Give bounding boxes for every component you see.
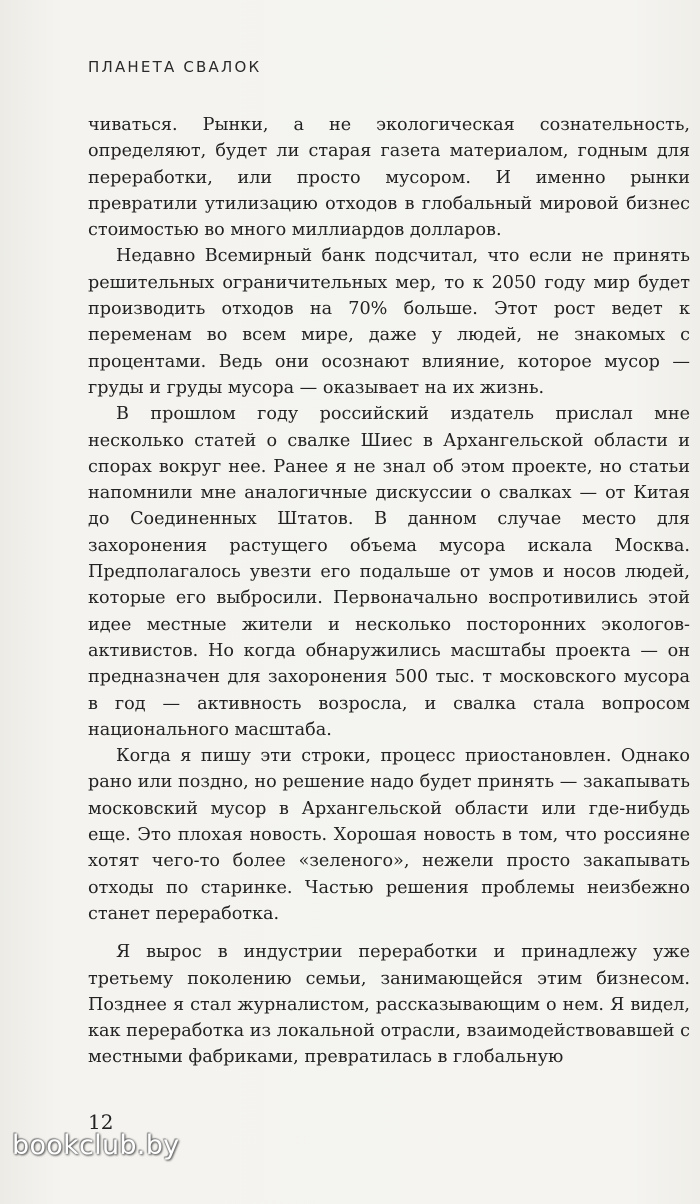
paragraph-3: В прошлом году российский издатель прислал мне несколько статей о свалке Шиес в Архангельской области и спорах вокруг нее. Ранее я не знал об этом проекте, но статьи напомнили мне аналогичные дискуссии о свалках — от Китая до Соединенных Штатов. В данном случае место для захоронения растущего объема мусора искала Москва. Предполагалось увезти его подальше от умов и носов людей, которые его выбросили. Первоначально воспротивились этой идее местные жители и несколько посторонних экологов-активистов. Но когда обнаружились масштабы проекта — он предназначен для захоронения 500 тыс. т московского мусора в год — активность возросла, и свалка стала вопросом национального масштаба. [88, 404, 690, 740]
running-header: ПЛАНЕТА СВАЛОК [88, 58, 262, 76]
page-number: 12 [88, 1110, 114, 1134]
paragraph-5: Я вырос в индустрии переработки и принадлежу уже третьему поколению семьи, занимающейся этим бизнесом. Позднее я стал журналистом, рассказывающим о нем. Я видел, как переработка из локальной отрасли, взаимодействовавшей с местными фабриками, превратилась в глобальную [88, 942, 690, 1068]
body-text [88, 112, 690, 1071]
paragraph-2: Недавно Всемирный банк подсчитал, что если не принять решительных ограничительных мер, то к 2050 году мир будет производить отходов на 70% больше. Этот рост ведет к переменам во всем мире, даже у людей, не знакомых с процентами. Ведь они осознают влияние, которое мусор — груды и груды мусора — оказывает на их жизнь. [88, 246, 690, 398]
watermark-logo: bookclub.by [12, 1130, 180, 1161]
paragraph-4: Когда я пишу эти строки, процесс приостановлен. Однако рано или поздно, но решение надо будет принять — закапывать московский мусор в Архангельской области или где-нибудь еще. Это плохая новость. Хорошая новость в том, что россияне хотят чего-то более «зеленого», нежели просто закапывать отходы по старинке. Частью решения проблемы неизбежно станет переработка. [88, 746, 690, 924]
paragraph-1: чиваться. Рынки, а не экологическая сознательность, определяют, будет ли старая газета материалом, годным для переработки, или просто мусором. И именно рынки превратили утилизацию отходов в глобальный мировой бизнес стоимостью во много миллиардов долларов. [88, 115, 690, 241]
